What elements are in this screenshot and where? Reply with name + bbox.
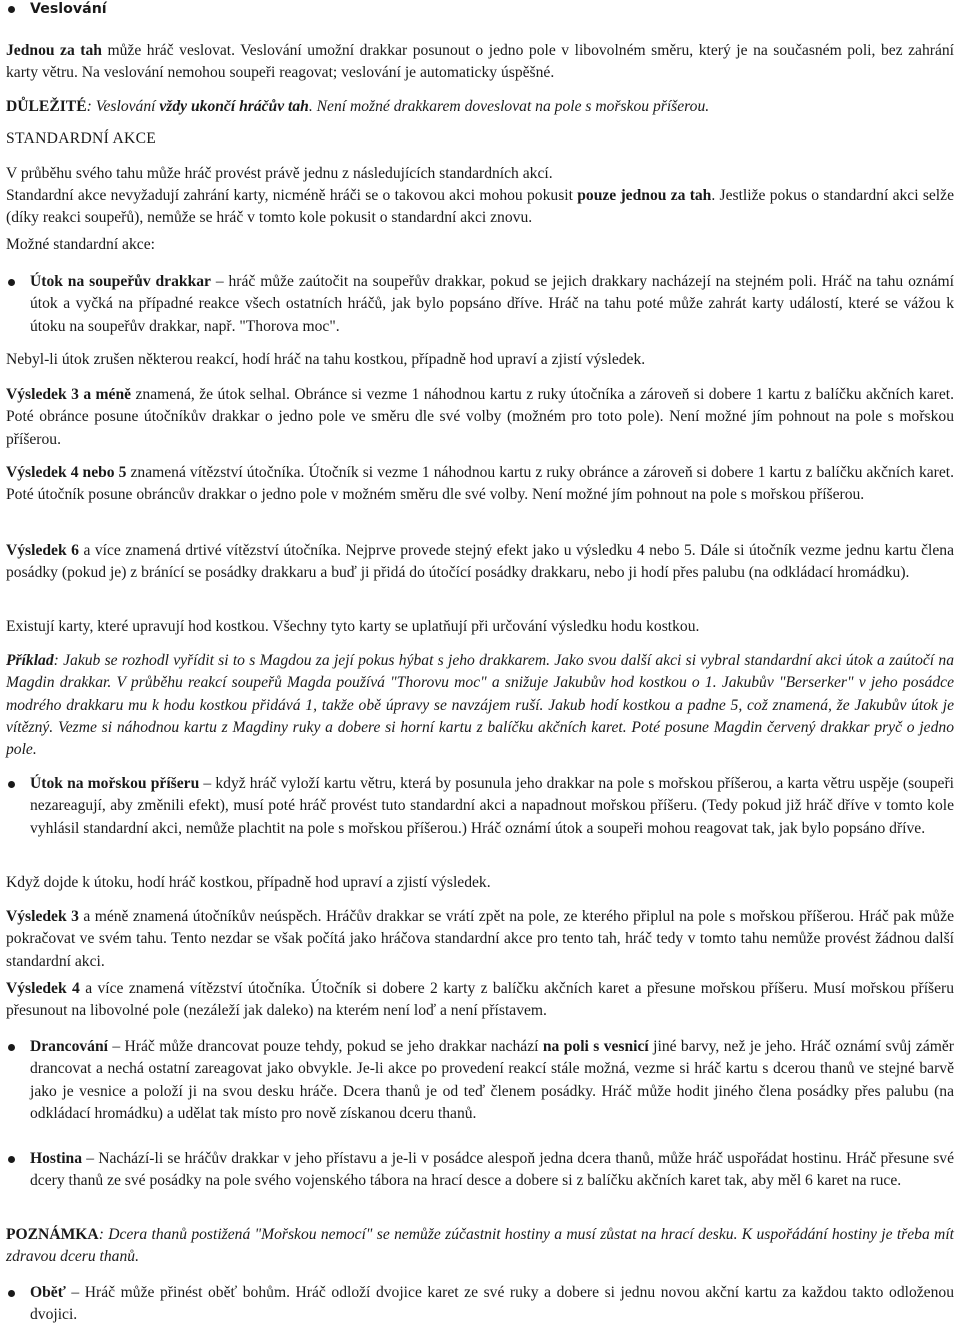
kdyz-paragraph: Když dojde k útoku, hodí hráč kostkou, případně hod upraví a zjistí výsledek. (6, 874, 491, 891)
exist-paragraph: Existují karty, které upravují hod kostkou. Všechny tyto karty se uplatňují při určování výsledku hodu kostkou. (6, 618, 700, 635)
standard-p3: Možné standardní akce: (6, 236, 155, 253)
bullet-icon (8, 1044, 15, 1051)
list-item-obet: Oběť – Hráč může přinést oběť bohům. Hráč odloží dvojice karet ze své ruky a dobere si jednu novou akční kartu za každou takto odloženou dvojici. (6, 1282, 954, 1327)
bullet-icon (8, 279, 15, 286)
list-item-utok-prisera: Útok na mořskou příšeru – když hráč vyloží kartu větru, která by posunula jeho drakkar na pole s mořskou příšerou, a karta větru uspěje (soupeři nezareagují, aby změnili efekt), musí poté hráč provést tuto standardní akci a napadnout mořskou příšeru. (Tedy pokud již hráč dříve v tomto kole vyhlásil standardní akci, nemůže plachtit na pole s mořskou příšerou.) Hráč oznámí útok a soupeři mohou reagovat tak, jak bylo popsáno dříve. (6, 773, 954, 840)
bullet-icon (8, 6, 15, 13)
list-item-drancovani: Drancování – Hráč může drancovat pouze tehdy, pokud se jeho drakkar nachází na poli s vesnicí jiné barvy, než je jeho. Hráč oznámí svůj záměr drancovat a nechá ostatní zareagovat jako obvykle. Je-li akce po provedení reakcí stále možná, vezme si hráč kartu s dcerou thanů ve stejné barvě jako je vesnice a položí ji na svou desku hráče. Dcera thanů je od teď členem posádky. Hráč může hodit jiného člena posádky přes palubu (na odkládací hromádku) a udělat tak místo pro nově získanou dceru thanů. (6, 1036, 954, 1125)
prisera-result-2: Výsledek 4 a více znamená vítězství útočníka. Útočník si dobere 2 karty z balíčku akčních karet a přesune mořskou příšeru. Musí mořskou příšeru přesunout na libovolné pole (nezáleží jak daleko) na kterém není loď a není přístavem. (6, 980, 955, 1020)
section-title-veslovani: Veslování (30, 1, 107, 17)
result-2-paragraph: Výsledek 4 nebo 5 znamená vítězství útočníka. Útočník si vezme 1 náhodnou kartu z ruky obránce a zároveň si dobere 1 kartu z balíčku akčních karet. Poté útočník posune obráncův drakkar o jedno pole v možném směru dle své volby. Není možné jím pohnout na pole s mořskou příšerou. (6, 464, 955, 504)
prisera-result-1: Výsledek 3 a méně znamená útočníkův neúspěch. Hráčův drakkar se vrátí zpět na pole, ze kterého připlul na pole s mořskou příšerou. Hráč pak může pokračovat ve svém tahu. Tento nezdar se však počítá jako hráčova standardní akce pro tento tah, hráč tedy v tomto tahu nemůže provést žádnou další standardní akci. (6, 908, 954, 970)
standard-p1: V průběhu svého tahu může hráč provést právě jednu z následujících standardních akcí. (6, 165, 553, 182)
result-1-paragraph: Výsledek 3 a méně znamená, že útok selhal. Obránce si vezme 1 náhodnou kartu z ruky útočníka a zároveň si dobere 1 kartu z balíčku akčních karet. Poté obránce posune útočníkův drakkar o jedno pole ve směru dle své volby (možném pro toto pole). Není možné jím pohnout na pole s mořskou příšerou. (6, 386, 954, 448)
list-item-hostina: Hostina – Nachází-li se hráčův drakkar v jeho přístavu a je-li v posádce alespoň jedna dcera thanů, může hráč uspořádat hostinu. Hráč přesune své dcery thanů ze své posádky na pole svého vojenského tábora na hrací desce a dobere si z balíčku akčních karet tak, aby měl 6 karet na ruce. (6, 1148, 954, 1193)
bullet-icon (8, 781, 15, 788)
standard-p2: Standardní akce nevyžadují zahrání karty, nicméně hráči se o takovou akci mohou pokusit pouze jednou za tah. Jestliže pokus o standardní akci selže (díky reakci soupeřů), nemůže se hráč v tomto kole pokusit o standardní akci znovu. (6, 187, 954, 227)
list-item-veslovani (6, 0, 954, 20)
important-note: DŮLEŽITÉ: Veslování vždy ukončí hráčův tah. Není možné drakkarem doveslovat na pole s mořskou příšerou. (6, 98, 710, 115)
standard-actions-heading: STANDARDNÍ AKCE (6, 130, 157, 147)
bullet-icon (8, 1156, 15, 1163)
example-paragraph: Příklad: Jakub se rozhodl vyřídit si to s Magdou za její pokus hýbat s jeho drakkarem. Jako svou další akci si vybral standardní akci útok a zaútočí na Magdin drakkar. V průběhu reakcí soupeřů Magda používá "Thorovu moc" a snižuje Jakubův hod kostkou o 1. Jakubův "Berserker" v jeho posádce modrého drakkaru mu k hodu kostkou přidává 1, takže obě úpravy se navzájem ruší. Jakub hodí kostkou a padne 5, což znamená, že Jakubův útok je vítězný. Vezme si náhodnou kartu z Magdiny ruky a dobere si horní kartu z balíčku akčních karet. Poté posune Magdin červený drakkar pryč o jedno pole. (6, 652, 954, 759)
result-3-paragraph: Výsledek 6 a více znamená drtivé vítězství útočníka. Nejprve provede stejný efekt jako u výsledku 4 nebo 5. Dále si útočník vezme jednu kartu člena posádky (pokud je) z bránící se posádky drakkaru a buď ji přidá do útočící posádky drakkaru, nebo ji hodí přes palubu (na odkládací hromádku). (6, 542, 955, 582)
nebyl-paragraph: Nebyl-li útok zrušen některou reakcí, hodí hráč na tahu kostkou, případně hod upraví a zjistí výsledek. (6, 351, 646, 368)
bullet-icon (8, 1290, 15, 1297)
list-item-utok-drakkar: Útok na soupeřův drakkar – hráč může zaútočit na soupeřův drakkar, pokud se jejich drakkary nacházejí na stejném poli. Hráč na tahu oznámí útok a vyčká na případné reakce všech ostatních hráčů, jak bylo popsáno dříve. Hráč na tahu poté může zahrát karty událostí, které se vážou k útoku na soupeřův drakkar, např. "Thorova moc". (6, 271, 954, 338)
veslovani-paragraph: Jednou za tah může hráč veslovat. Veslování umožní drakkar posunout o jedno pole v libovolném směru, který je na současném poli, bez zahrání karty větru. Na veslování nemohou soupeři reagovat; veslování je automaticky úspěšné. (6, 42, 954, 82)
poznamka-paragraph: POZNÁMKA: Dcera thanů postižená "Mořskou nemocí" se nemůže zúčastnit hostiny a musí zůstat na hrací desku. K uspořádání hostiny je třeba mít zdravou dceru thanů. (6, 1226, 954, 1266)
